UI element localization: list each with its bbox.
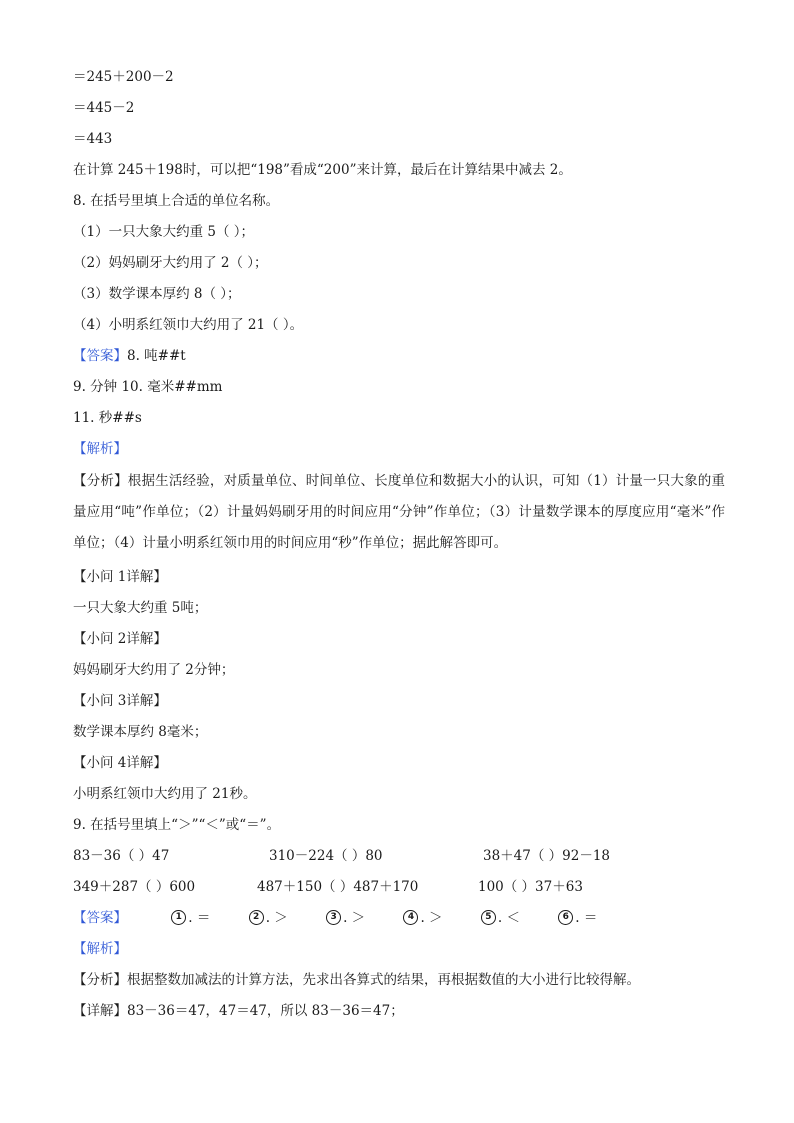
q8-detail-2-head: 【小问 2详解】 xyxy=(73,631,167,647)
calc-line-1: ＝245＋200－2 xyxy=(73,69,174,85)
q9-detail-head: 【详解】 xyxy=(73,1003,127,1019)
q9-answer-5 xyxy=(481,908,520,928)
q8-answer-1: 8. 吨##t xyxy=(127,348,186,364)
q9-detail-text: 83－36＝47，47＝47，所以 83－36＝47； xyxy=(127,1003,404,1019)
circled-number-1: 1 xyxy=(171,910,186,925)
q8-detail-4-text: 小明系红领巾大约用了 21秒。 xyxy=(73,786,257,802)
q9-row-2 xyxy=(73,877,733,897)
q8-answer-line xyxy=(73,346,186,366)
q9-analysis-text: 根据整数加减法的计算方法，先求出各算式的结果，再根据数值的大小进行比较得解。 xyxy=(127,972,640,988)
q9-answer-2 xyxy=(249,908,288,928)
q9-answer-1-symbol: . ＝ xyxy=(188,910,211,926)
calc-line-3: ＝443 xyxy=(73,131,113,147)
q8-analysis-tag: 【解析】 xyxy=(73,441,127,457)
circled-number-5: 5 xyxy=(481,910,496,925)
q9-answer-line xyxy=(73,908,631,928)
q8-answer-3: 11. 秒##s xyxy=(73,410,142,426)
q9-row-1 xyxy=(73,846,733,866)
q9-detail-line xyxy=(73,1001,404,1021)
q9-answer-1 xyxy=(171,908,210,928)
q9-title: 9. 在括号里填上“＞”“＜”或“＝”。 xyxy=(73,817,281,833)
q9-analysis-head: 【分析】 xyxy=(73,972,127,988)
q8-answer-2: 9. 分钟 10. 毫米##mm xyxy=(73,379,223,395)
q8-item-3: （3）数学课本厚约 8（ ）； xyxy=(73,286,241,302)
circled-number-2: 2 xyxy=(249,910,264,925)
q8-analysis-head: 【分析】 xyxy=(73,473,128,489)
q8-item-2: （2）妈妈刷牙大约用了 2（ ）； xyxy=(73,255,268,271)
q9-answer-6 xyxy=(558,908,597,928)
q9-answer-2-symbol: . ＞ xyxy=(265,910,288,926)
calc-note: 在计算 245＋198时，可以把“198”看成“200”来计算，最后在计算结果中减去 2。 xyxy=(73,162,572,178)
q8-analysis-paragraph xyxy=(73,466,725,559)
q8-detail-4-head: 【小问 4详解】 xyxy=(73,755,167,771)
q9-expr-1: 83－36（ ）47 xyxy=(73,848,170,864)
q8-detail-3-text: 数学课本厚约 8毫米； xyxy=(73,724,208,740)
q9-analysis-tag: 【解析】 xyxy=(73,941,127,957)
q9-answer-4 xyxy=(403,908,442,928)
q9-answer-3-symbol: . ＞ xyxy=(343,910,366,926)
q8-item-4: （4）小明系红领巾大约用了 21（ ）。 xyxy=(73,317,304,333)
q8-detail-1-text: 一只大象大约重 5吨； xyxy=(73,600,208,616)
q9-answer-3 xyxy=(326,908,365,928)
q9-expr-2: 310－224（ ）80 xyxy=(269,848,383,864)
circled-number-4: 4 xyxy=(403,910,418,925)
circled-number-3: 3 xyxy=(326,910,341,925)
calc-line-2: ＝445－2 xyxy=(73,100,135,116)
q9-analysis-line xyxy=(73,970,640,990)
q9-answer-6-symbol: . ＝ xyxy=(575,910,598,926)
q9-expr-5: 487＋150（ ）487＋170 xyxy=(257,879,419,895)
circled-number-6: 6 xyxy=(558,910,573,925)
q8-answer-tag: 【答案】 xyxy=(73,348,127,364)
q8-title: 8. 在括号里填上合适的单位名称。 xyxy=(73,193,280,209)
q8-item-1: （1）一只大象大约重 5（ ）； xyxy=(73,224,255,240)
q9-expr-4: 349＋287（ ）600 xyxy=(73,879,196,895)
q8-detail-3-head: 【小问 3详解】 xyxy=(73,693,167,709)
q8-analysis-text: 根据生活经验，对质量单位、时间单位、长度单位和数据大小的认识，可知（1）计量一只大象的重量应用“吨”作单位；（2）计量妈妈刷牙用的时间应用“分钟”作单位；（3）计量数学课本的厚度应用“毫米”作单位；（4）计量小明系红领巾用的时间应用“秒”作单位；据此解答即可。 xyxy=(73,473,726,551)
q8-detail-2-text: 妈妈刷牙大约用了 2分钟； xyxy=(73,662,235,678)
q9-answer-4-symbol: . ＞ xyxy=(420,910,443,926)
q8-detail-1-head: 【小问 1详解】 xyxy=(73,569,167,585)
q9-expr-3: 38＋47（ ）92－18 xyxy=(483,848,611,864)
q9-answer-5-symbol: . ＜ xyxy=(497,910,520,926)
q9-expr-6: 100（ ）37＋63 xyxy=(478,879,583,895)
q9-answer-tag: 【答案】 xyxy=(73,910,127,926)
